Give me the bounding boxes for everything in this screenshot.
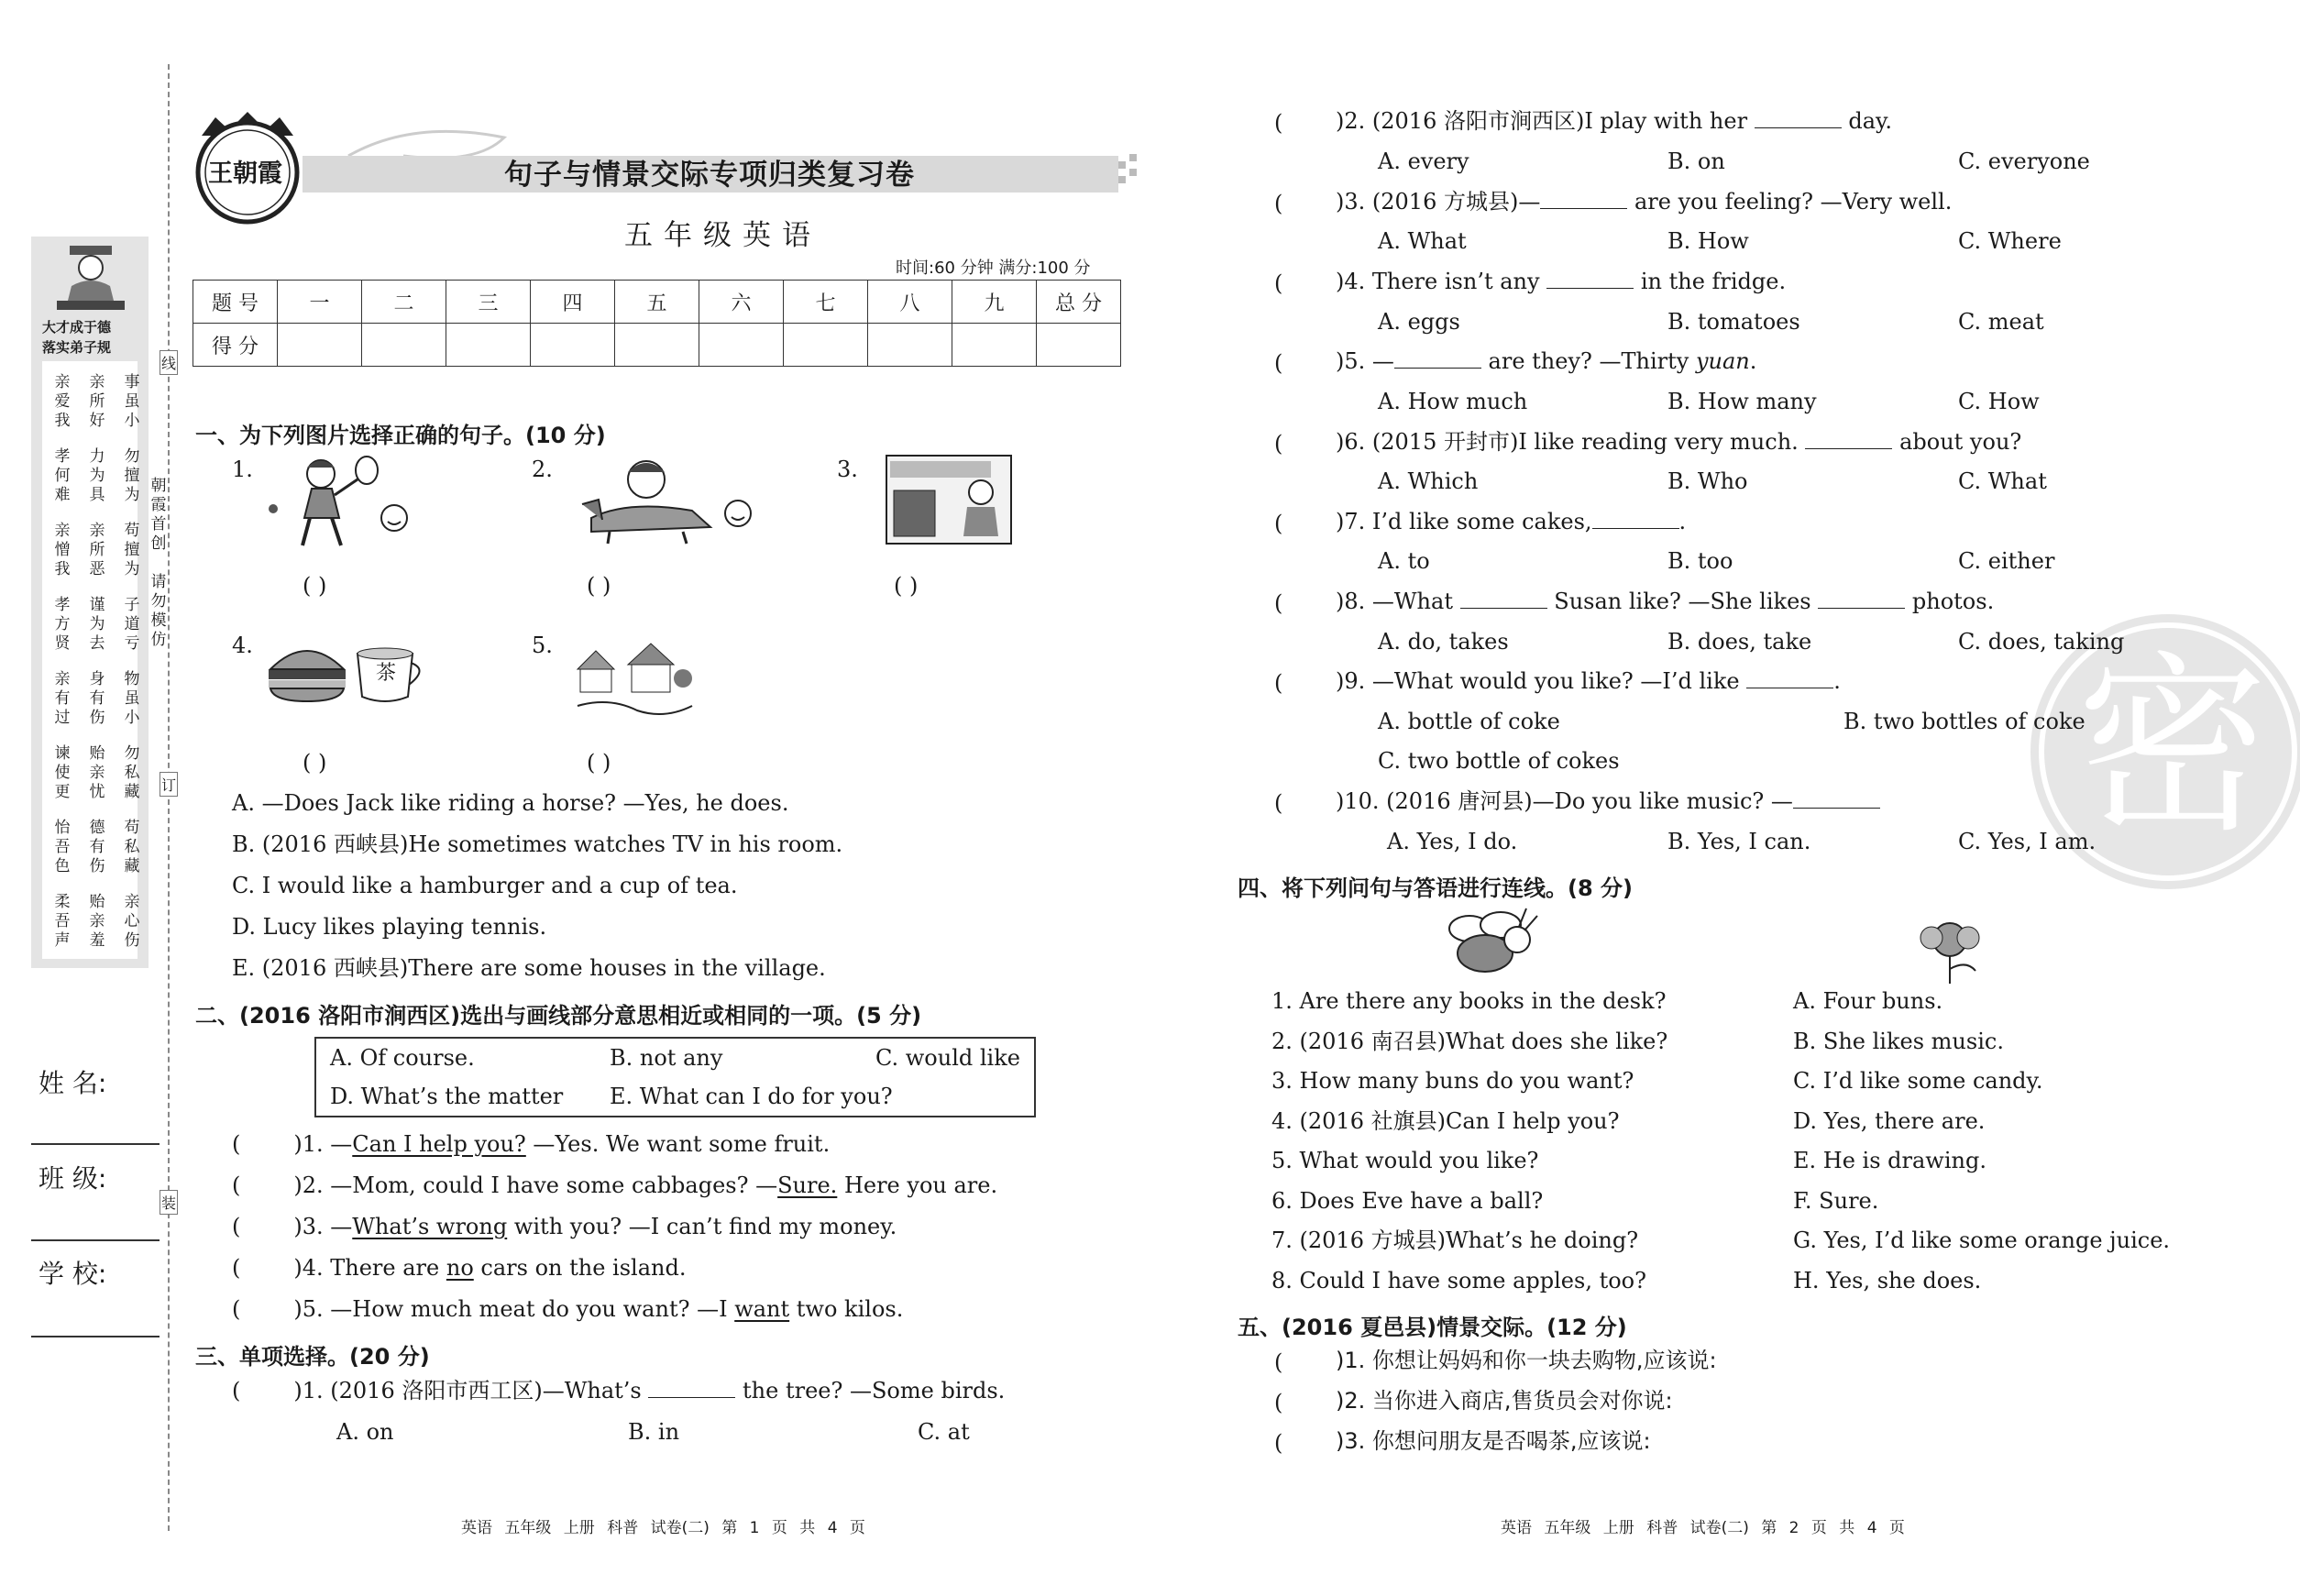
- q2-part-b: day.: [1848, 108, 1893, 134]
- q2-option-b[interactable]: B. on: [1667, 149, 1725, 174]
- q2-option-a[interactable]: A. every: [1378, 149, 1469, 174]
- footer-page-2: 英语 五年级 上册 科普 试卷(二) 第 2 页 共 4 页: [1501, 1519, 1905, 1537]
- horse-rider-picture: [573, 454, 756, 545]
- match-question[interactable]: 6. Does Eve have a ball?: [1271, 1187, 1544, 1214]
- q5-option-c[interactable]: C. How: [1958, 389, 2040, 414]
- item-text: )1. —: [293, 1131, 353, 1157]
- q1-option-b[interactable]: B. in: [628, 1419, 680, 1445]
- score-header-cell: 题 号: [193, 281, 278, 324]
- box-option-d: D. What’s the matter: [330, 1084, 564, 1109]
- scholar-figure-icon: [51, 244, 130, 317]
- q3-option-c[interactable]: C. Where: [1958, 228, 2062, 254]
- q6-option-b[interactable]: B. Who: [1667, 468, 1748, 494]
- score-header-cell: 一: [278, 281, 362, 324]
- poem-column: 孝方贤: [54, 596, 71, 653]
- match-question[interactable]: 4. (2016 社旗县)Can I help you?: [1271, 1107, 1620, 1134]
- underlined-phrase: What’s wrong: [352, 1214, 508, 1239]
- q1-part-a: )1. (2016 洛阳市西工区)—What’s: [293, 1378, 642, 1403]
- item-text: )4. There are: [293, 1255, 446, 1281]
- q10-option-a[interactable]: A. Yes, I do.: [1387, 829, 1518, 854]
- item-rest: with you? —I can’t find my money.: [507, 1214, 897, 1239]
- section5-answer-paren[interactable]: (: [1274, 1390, 1283, 1415]
- brand-name: 王朝霞: [208, 160, 282, 188]
- section2-item-5[interactable]: [232, 1298, 903, 1320]
- section3-heading: 三、单项选择。(20 分): [195, 1344, 430, 1370]
- score-cell[interactable]: [784, 324, 868, 367]
- q6-option-a[interactable]: A. Which: [1378, 468, 1479, 494]
- q9-paren[interactable]: (: [1274, 670, 1283, 696]
- match-answer[interactable]: F. Sure.: [1793, 1187, 1879, 1214]
- pic4-number: 4.: [232, 633, 253, 658]
- q10-option-b[interactable]: B. Yes, I can.: [1667, 829, 1811, 854]
- match-answer[interactable]: A. Four buns.: [1793, 988, 1943, 1014]
- poem-column: 亲有过: [54, 670, 71, 727]
- box-option-e: E. What can I do for you?: [610, 1084, 893, 1109]
- paren-open: (: [232, 1172, 241, 1198]
- class-field[interactable]: [31, 1238, 160, 1241]
- poem-column: 勿私藏: [124, 744, 140, 801]
- item-rest: two kilos.: [789, 1296, 904, 1322]
- poem-column: 贻亲羞: [89, 893, 105, 950]
- score-header-cell: 四: [531, 281, 615, 324]
- q6-paren[interactable]: (: [1274, 431, 1283, 457]
- score-cell[interactable]: [446, 324, 531, 367]
- bee-picture: [1435, 903, 1545, 981]
- poem-column: 孝何难: [54, 447, 71, 504]
- pic5-number: 5.: [532, 633, 553, 658]
- pic2-number: 2.: [532, 457, 553, 482]
- section4-heading: 四、将下列问句与答语进行连线。(8 分): [1238, 875, 1633, 901]
- q5-option-a[interactable]: A. How much: [1378, 389, 1528, 414]
- poem-column: 力为具: [89, 447, 105, 504]
- q8-stem: [1336, 590, 1994, 612]
- q4-option-c[interactable]: C. meat: [1958, 309, 2044, 335]
- score-header-cell: 六: [699, 281, 784, 324]
- q9-option-c[interactable]: C. two bottle of cokes: [1378, 748, 1620, 774]
- section1-option-b: B. (2016 西峡县)He sometimes watches TV in his room.: [232, 831, 843, 857]
- q7-option-a[interactable]: A. to: [1378, 548, 1430, 574]
- q5-part-a: )5. —: [1336, 348, 1394, 374]
- q9-stem: [1336, 670, 1841, 692]
- q1-part-b: the tree? —Some birds.: [743, 1378, 1006, 1403]
- underlined-phrase: Sure.: [777, 1172, 838, 1198]
- pic3-number: 3.: [837, 457, 858, 482]
- score-header-cell: 总 分: [1037, 281, 1121, 324]
- q6-option-c[interactable]: C. What: [1958, 468, 2047, 494]
- q2-part-a: )2. (2016 洛阳市涧西区)I play with her: [1336, 108, 1748, 134]
- section5-item: )2. 当你进入商店,售货员会对你说:: [1336, 1388, 1673, 1414]
- underlined-phrase: want: [734, 1296, 790, 1322]
- score-header-cell: 二: [362, 281, 446, 324]
- school-label: 学 校:: [39, 1259, 107, 1289]
- q3-paren[interactable]: (: [1274, 191, 1283, 216]
- score-row-label: 得 分: [193, 324, 278, 367]
- match-answer[interactable]: E. He is drawing.: [1793, 1148, 1986, 1173]
- watching-tv-picture: [885, 454, 1013, 545]
- name-field[interactable]: [31, 1141, 160, 1145]
- poem-column: 苟擅为: [124, 522, 140, 578]
- q5-stem: [1336, 350, 1756, 372]
- q7-option-b[interactable]: B. too: [1667, 548, 1733, 574]
- poem-column: 亲憎我: [54, 522, 71, 578]
- poem-column: 勿擅为: [124, 447, 140, 504]
- time-info: 时间:60 分钟 满分:100 分: [896, 259, 1091, 278]
- match-answer[interactable]: G. Yes, I’d like some orange juice.: [1793, 1227, 2171, 1253]
- score-cell[interactable]: [615, 324, 699, 367]
- score-header-cell: 九: [952, 281, 1037, 324]
- section2-heading: 二、(2016 洛阳市涧西区)选出与画线部分意思相近或相同的一项。(5 分): [195, 1003, 922, 1029]
- q5-part-d: .: [1749, 348, 1757, 374]
- section5-heading: 五、(2016 夏邑县)情景交际。(12 分): [1238, 1315, 1627, 1340]
- score-cell[interactable]: [278, 324, 362, 367]
- q2-paren[interactable]: (: [1274, 110, 1283, 136]
- section1-option-a: A. —Does Jack like riding a horse? —Yes, he does.: [232, 790, 789, 816]
- q8-part-a: )8. —What: [1336, 589, 1453, 614]
- q10-paren[interactable]: (: [1274, 790, 1283, 816]
- hamburger-tea-picture: [266, 637, 431, 710]
- paren-open: (: [232, 1131, 241, 1157]
- match-question[interactable]: 5. What would you like?: [1271, 1148, 1539, 1173]
- q10-part-a: )10. (2016 唐河县)—Do you like music? —: [1336, 788, 1793, 814]
- q9-option-a[interactable]: A. bottle of coke: [1378, 709, 1560, 734]
- q3-stem: [1336, 191, 1952, 213]
- score-cell[interactable]: [531, 324, 615, 367]
- fold-mark-line: 线: [160, 350, 178, 375]
- q3-option-b[interactable]: B. How: [1667, 228, 1749, 254]
- q1-stem[interactable]: [232, 1380, 1005, 1402]
- poem-column: 谨为去: [89, 596, 105, 653]
- item-rest: cars on the island.: [473, 1255, 687, 1281]
- poem-column: 亲所恶: [89, 522, 105, 578]
- match-question[interactable]: 8. Could I have some apples, too?: [1271, 1267, 1646, 1293]
- flower-picture: [1911, 912, 1989, 985]
- q7-paren[interactable]: (: [1274, 511, 1283, 536]
- binding-dashed-line: [168, 64, 170, 1531]
- poem-column: 怡吾色: [54, 819, 71, 875]
- exam-title: 句子与情景交际专项归类复习卷: [504, 159, 915, 192]
- match-answer[interactable]: H. Yes, she does.: [1793, 1267, 1982, 1293]
- q5-paren[interactable]: (: [1274, 350, 1283, 376]
- score-cell[interactable]: [362, 324, 446, 367]
- pic2-answer[interactable]: ( ): [587, 573, 611, 599]
- stamp-character: 密: [2076, 634, 2270, 859]
- poem-column: 德有伤: [89, 819, 105, 875]
- vertical-note-1: 朝霞首创: [150, 477, 167, 553]
- underlined-phrase: no: [446, 1255, 474, 1281]
- footer-page-1: 英语 五年级 上册 科普 试卷(二) 第 1 页 共 4 页: [461, 1519, 865, 1537]
- section1-option-c: C. I would like a hamburger and a cup of tea.: [232, 873, 738, 898]
- q7-part-a: )7. I’d like some cakes,: [1336, 509, 1592, 534]
- poem-column: 谏使更: [54, 744, 71, 801]
- score-cell[interactable]: [868, 324, 952, 367]
- vertical-note-2: 请勿模仿: [150, 573, 167, 649]
- match-question[interactable]: 3. How many buns do you want?: [1271, 1068, 1634, 1094]
- q4-part-b: in the fridge.: [1640, 269, 1787, 294]
- poem-column: 事虽小: [124, 373, 140, 430]
- q10-stem: [1336, 790, 1880, 812]
- poem-column: 亲爱我: [54, 373, 71, 430]
- item-text: )3. —: [293, 1214, 353, 1239]
- name-label: 姓 名:: [39, 1068, 107, 1098]
- q8-part-b: Susan like? —She likes: [1554, 589, 1811, 614]
- poem-column: 苟私藏: [124, 819, 140, 875]
- score-cell[interactable]: [699, 324, 784, 367]
- pic1-answer[interactable]: ( ): [303, 573, 327, 599]
- score-cell[interactable]: [952, 324, 1037, 367]
- q7-stem: [1336, 511, 1686, 533]
- poem-column: 亲所好: [89, 373, 105, 430]
- fold-mark-bind: 装: [160, 1190, 178, 1215]
- item-rest: —Yes. We want some fruit.: [525, 1131, 831, 1157]
- score-header-cell: 七: [784, 281, 868, 324]
- q4-stem: [1336, 270, 1786, 292]
- score-header-cell: 三: [446, 281, 531, 324]
- paren-open: (: [232, 1214, 241, 1239]
- sidebar-motto-1: 大才成于德: [42, 319, 112, 336]
- exam-subject: 五年级英语: [624, 219, 821, 252]
- q9-part-a: )9. —What would you like? —I’d like: [1336, 668, 1740, 694]
- q10-option-c[interactable]: C. Yes, I am.: [1958, 829, 2096, 854]
- q8-option-c[interactable]: C. does, taking: [1958, 629, 2125, 655]
- pic1-number: 1.: [232, 457, 253, 482]
- village-houses-picture: [573, 633, 697, 729]
- fold-mark-order: 订: [160, 772, 178, 797]
- paren-open: (: [232, 1378, 241, 1403]
- q4-option-a[interactable]: A. eggs: [1378, 309, 1460, 335]
- q6-part-b: about you?: [1899, 429, 2022, 455]
- match-answer[interactable]: C. I’d like some candy.: [1793, 1068, 2043, 1094]
- item-text: )5. —How much meat do you want? —I: [293, 1296, 735, 1322]
- poem-column: 贻亲忧: [89, 744, 105, 801]
- q3-option-a[interactable]: A. What: [1378, 228, 1467, 254]
- paren-open: (: [232, 1255, 241, 1281]
- match-question[interactable]: 2. (2016 南召县)What does she like?: [1271, 1028, 1668, 1054]
- score-table: [193, 280, 1121, 367]
- section1-option-d: D. Lucy likes playing tennis.: [232, 914, 547, 940]
- paren-open: (: [232, 1296, 241, 1322]
- item-text: )2. —Mom, could I have some cabbages? —: [293, 1172, 778, 1198]
- score-header-cell: 五: [615, 281, 699, 324]
- section5-item: )3. 你想问朋友是否喝茶,应该说:: [1336, 1428, 1651, 1454]
- box-option-a: A. Of course.: [330, 1045, 475, 1071]
- q7-option-c[interactable]: C. either: [1958, 548, 2055, 574]
- sidebar-motto-2: 落实弟子规: [42, 339, 112, 356]
- q9-option-b[interactable]: B. two bottles of coke: [1843, 709, 2085, 734]
- q5-part-b: are they? —Thirty: [1488, 348, 1696, 374]
- q3-part-a: )3. (2016 方城县)—: [1336, 189, 1541, 215]
- match-answer[interactable]: B. She likes music.: [1793, 1028, 2004, 1054]
- q2-stem: [1336, 110, 1892, 132]
- q5-italic-yuan: yuan: [1695, 348, 1750, 374]
- q1-option-c[interactable]: C. at: [918, 1419, 970, 1445]
- q8-paren[interactable]: (: [1274, 590, 1283, 616]
- class-label: 班 级:: [39, 1163, 107, 1194]
- item-rest: Here you are.: [837, 1172, 998, 1198]
- q8-option-a[interactable]: A. do, takes: [1378, 629, 1509, 655]
- poem-column: 柔吾声: [54, 893, 71, 950]
- score-cell[interactable]: [1037, 324, 1121, 367]
- tennis-girl-picture: [266, 454, 413, 559]
- match-answer[interactable]: D. Yes, there are.: [1793, 1107, 1986, 1134]
- section2-item-1[interactable]: [232, 1133, 830, 1155]
- pic4-answer[interactable]: ( ): [303, 750, 327, 776]
- pic5-answer[interactable]: ( ): [587, 750, 611, 776]
- q4-option-b[interactable]: B. tomatoes: [1667, 309, 1800, 335]
- score-header-cell: 八: [868, 281, 952, 324]
- box-option-c: C. would like: [875, 1045, 1020, 1071]
- tea-character: 茶: [376, 662, 397, 685]
- poem-column: 子道亏: [124, 596, 140, 653]
- section5-answer-paren[interactable]: (: [1274, 1430, 1283, 1456]
- poem-column: 物虽小: [124, 670, 140, 727]
- q4-part-a: )4. There isn’t any: [1336, 269, 1540, 294]
- poem-column: 亲心伤: [124, 893, 140, 950]
- q3-part-b: are you feeling? —Very well.: [1634, 189, 1953, 215]
- poem-column: 身有伤: [89, 670, 105, 727]
- pic3-answer[interactable]: ( ): [894, 573, 919, 599]
- q7-part-b: .: [1678, 509, 1687, 534]
- q8-option-b[interactable]: B. does, take: [1667, 629, 1812, 655]
- section5-item: )1. 你想让妈妈和你一块去购物,应该说:: [1336, 1348, 1717, 1373]
- q6-stem: [1336, 431, 2021, 453]
- box-option-b: B. not any: [610, 1045, 723, 1071]
- school-field[interactable]: [31, 1334, 160, 1337]
- q4-paren[interactable]: (: [1274, 270, 1283, 296]
- section5-answer-paren[interactable]: (: [1274, 1349, 1283, 1375]
- q6-part-a: )6. (2015 开封市)I like reading very much.: [1336, 429, 1799, 455]
- q1-option-a[interactable]: A. on: [336, 1419, 394, 1445]
- q2-option-c[interactable]: C. everyone: [1958, 149, 2090, 174]
- q8-part-c: photos.: [1911, 589, 1995, 614]
- section2-item-2[interactable]: [232, 1174, 997, 1196]
- section1-heading: 一、为下列图片选择正确的句子。(10 分): [195, 423, 606, 448]
- match-question[interactable]: 7. (2016 方城县)What’s he doing?: [1271, 1227, 1639, 1253]
- q5-option-b[interactable]: B. How many: [1667, 389, 1817, 414]
- match-question[interactable]: 1. Are there any books in the desk?: [1271, 988, 1667, 1014]
- section2-item-3[interactable]: [232, 1216, 897, 1238]
- q9-part-b: .: [1833, 668, 1841, 694]
- section2-item-4[interactable]: [232, 1257, 686, 1279]
- section1-option-e: E. (2016 西峡县)There are some houses in the village.: [232, 955, 826, 981]
- underlined-phrase: Can I help you?: [352, 1131, 526, 1157]
